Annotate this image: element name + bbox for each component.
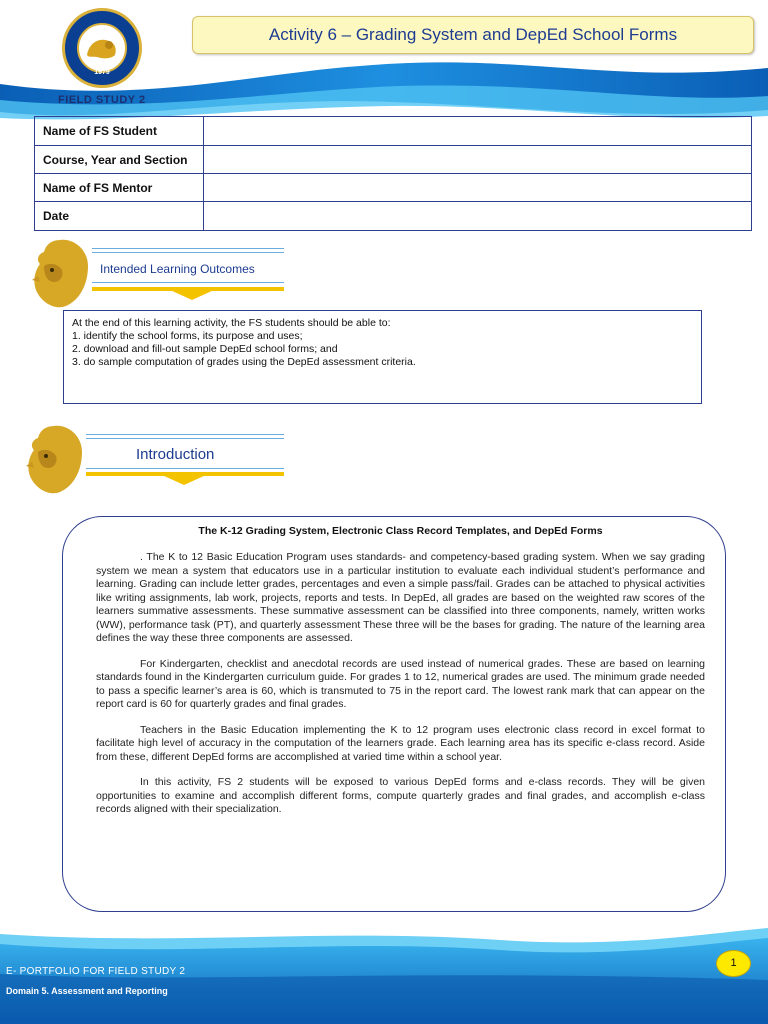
outcome-item: 2. download and fill-out sample DepEd school forms; and [72, 343, 338, 355]
field-study-label: FIELD STUDY 2 [58, 94, 146, 106]
footer-domain-label: Domain 5. Assessment and Reporting [6, 986, 168, 996]
student-info-table [34, 116, 752, 231]
lion-icon [30, 236, 92, 310]
page-number-badge: 1 [716, 950, 751, 977]
table-row [35, 146, 752, 174]
learning-outcomes-box [63, 310, 702, 404]
student-name-label: Name of FS Student [35, 117, 204, 146]
outcomes-heading: Intended Learning Outcomes [100, 262, 255, 276]
table-row [35, 202, 752, 231]
course-section-field[interactable] [204, 146, 752, 174]
table-row [35, 117, 752, 146]
outcomes-intro-line: At the end of this learning activity, the FS students should be able to: [72, 317, 391, 329]
date-label: Date [35, 202, 204, 231]
student-name-field[interactable] [204, 117, 752, 146]
intro-paragraph: For Kindergarten, checklist and anecdotal records are used instead of numerical grades. These are based on learning standards found in the Kindergarten curriculum guide. For grades 1 to 12, numerical grades are used. The minimum grade needed to pass a specific learner’s area is 60, which is transmuted to 75 in the report card. The lowest rank mark that can appear on the report card is 60 for quarterly grades and final grades. [96, 657, 705, 710]
university-seal-logo [62, 8, 142, 88]
date-field[interactable] [204, 202, 752, 231]
lion-emblem-icon [77, 23, 127, 73]
seal-year: 1979 [94, 69, 110, 76]
mentor-name-label: Name of FS Mentor [35, 174, 204, 202]
introduction-title: The K-12 Grading System, Electronic Class Record Templates, and DepEd Forms [198, 525, 603, 537]
course-section-label: Course, Year and Section [35, 146, 204, 174]
intro-paragraph: Teachers in the Basic Education implementing the K to 12 program uses electronic class record in excel format to facilitate high level of accuracy in the computation of the learners grade. Each learning area has its specific e-class record. Aside from these, different DepEd forms are accomplished at varied time within a school year. [96, 723, 705, 763]
table-row [35, 174, 752, 202]
mentor-name-field[interactable] [204, 174, 752, 202]
chevron-down-icon [170, 290, 214, 300]
outcome-item: 3. do sample computation of grades using the DepEd assessment criteria. [72, 356, 416, 368]
introduction-box [62, 516, 726, 912]
footer-portfolio-label: E- PORTFOLIO FOR FIELD STUDY 2 [6, 966, 186, 977]
introduction-heading: Introduction [136, 446, 215, 463]
lion-icon [24, 422, 86, 496]
activity-title: Activity 6 – Grading System and DepEd School Forms [192, 16, 754, 54]
intro-paragraph: In this activity, FS 2 students will be exposed to various DepEd forms and e-class records. They will be given opportunities to examine and accomplish different forms, compute quarterly grades and final grades, and accomplish e-class records aligned with their specialization. [96, 776, 705, 815]
chevron-down-icon [162, 475, 206, 485]
intro-paragraph: . The K to 12 Basic Education Program uses standards- and competency-based grading system. When we say grading system we mean a system that educators use in a particular institution to evaluate each individual student’s performance and learning. Grading can include letter grades, percentages and even a simple pass/fail. Grades can be attached to physical activities like writing assignments, lab work, projects, reports and tests. In DepEd, all grades are based on the weighted raw scores of the learners summative assessments. These summative assessment can be classified into three components, namely, written works (WW), performance task (PT), and quarterly assessment These three will be the bases for grading. The nature of the learning area defines the way these three components are assessed. [96, 551, 705, 644]
outcome-item: 1. identify the school forms, its purpose and uses; [72, 330, 303, 342]
